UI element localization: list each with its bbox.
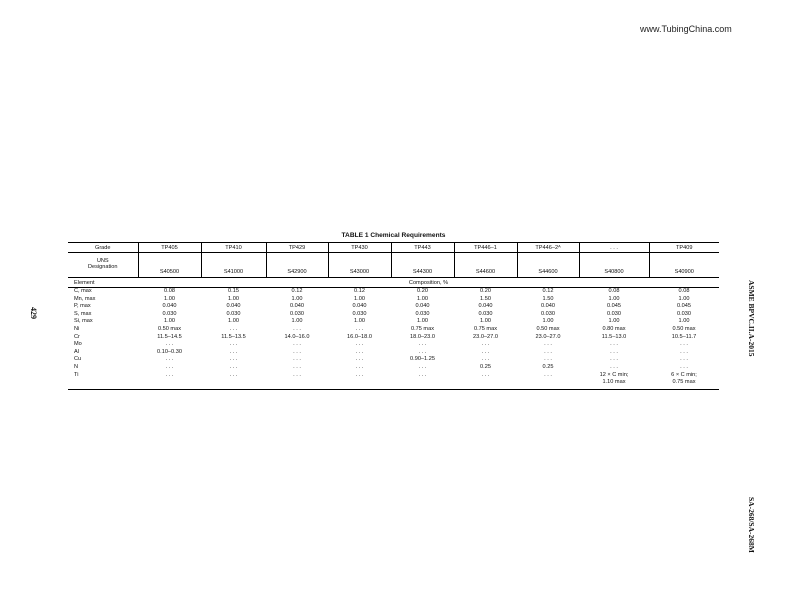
table-row <box>68 288 719 296</box>
composition-cell: . . . <box>610 348 618 355</box>
composition-cell: 1.00 <box>228 318 239 325</box>
composition-cell: 0.50 max <box>536 325 560 332</box>
uns-cell: S41000 <box>201 253 266 278</box>
composition-cell: . . . <box>418 348 427 355</box>
element-name-cell: S, max <box>74 310 92 317</box>
composition-cell: 1.00 <box>417 318 428 325</box>
grade-header-cell: TP405 <box>138 243 201 253</box>
element-name-cell: Mo <box>74 341 82 348</box>
uns-cell: S42900 <box>266 253 328 278</box>
composition-cell: 0.030 <box>677 310 691 317</box>
grade-header-cell: TP446–2ᴬ <box>517 243 579 253</box>
element-name-cell: N <box>74 363 79 370</box>
composition-cell: 0.75 max <box>473 325 497 332</box>
composition-cell: . . . <box>355 356 364 363</box>
composition-cell: . . . <box>544 341 552 348</box>
composition-cell: 1.00 <box>678 295 690 302</box>
composition-cell <box>201 372 266 390</box>
composition-cell: 23.0–27.0 <box>535 333 561 340</box>
composition-cell: 0.08 <box>164 288 175 294</box>
document-standard-header: ASME BPVC.II.A-2015 <box>747 280 756 357</box>
composition-cell: 0.90–1.25 <box>410 356 435 363</box>
composition-cell <box>517 372 579 390</box>
composition-cell: . . . <box>355 348 364 355</box>
element-name-cell: C, max <box>74 288 92 294</box>
composition-cell: 1.00 <box>354 318 365 325</box>
composition-cell: 0.030 <box>607 310 621 317</box>
composition-cell: 1.50 <box>542 295 554 302</box>
table-row <box>68 311 719 319</box>
table-row <box>68 372 719 390</box>
composition-cell: 11.5–13.5 <box>221 333 246 340</box>
uns-cell: S43000 <box>328 253 391 278</box>
uns-cell: S40800 <box>579 253 649 278</box>
composition-cell: 16.0–18.0 <box>347 333 372 340</box>
composition-cell: 0.030 <box>162 310 177 317</box>
composition-cell: . . . <box>680 356 688 363</box>
composition-cell: . . . <box>229 356 238 363</box>
composition-cell-line1: . . . <box>481 371 490 378</box>
page-number: 429 <box>29 307 38 319</box>
composition-cell-line1: . . . <box>418 371 427 378</box>
table-row <box>68 326 719 334</box>
grade-header-cell: TP410 <box>201 243 266 253</box>
composition-cell <box>391 372 454 390</box>
composition-cell: . . . <box>610 356 618 363</box>
composition-cell: . . . <box>418 363 427 370</box>
table-row <box>68 296 719 304</box>
specification-number: SA-268/SA-268M <box>747 497 756 553</box>
composition-cell: 1.00 <box>480 318 491 325</box>
composition-cell: 0.040 <box>290 303 304 310</box>
composition-cell: . . . <box>680 363 688 370</box>
composition-cell: 0.030 <box>415 310 430 317</box>
table-row <box>68 349 719 357</box>
element-name-cell: Ni <box>74 325 80 332</box>
grade-header-cell: TP429 <box>266 243 328 253</box>
composition-cell: 0.75 max <box>410 325 434 332</box>
composition-cell: 0.040 <box>478 303 493 310</box>
composition-data-body <box>68 288 719 390</box>
composition-cell: . . . <box>293 325 301 332</box>
composition-cell: 1.00 <box>164 295 175 302</box>
composition-cell <box>266 372 328 390</box>
composition-cell: 1.00 <box>542 318 554 325</box>
uns-cell: S40500 <box>138 253 201 278</box>
composition-cell: . . . <box>165 356 174 363</box>
composition-cell-line1: 12 × C min; <box>599 371 629 378</box>
uns-label-line2: Designation <box>87 264 118 270</box>
composition-cell: 0.08 <box>678 288 690 294</box>
composition-cell: 11.5–13.0 <box>601 333 627 340</box>
grade-header-cell: TP443 <box>391 243 454 253</box>
composition-cell-line1: . . . <box>293 371 301 378</box>
composition-cell: . . . <box>355 363 364 370</box>
composition-cell: . . . <box>293 363 301 370</box>
composition-cell: 18.0–23.0 <box>410 333 435 340</box>
composition-cell-line1: . . . <box>229 371 238 378</box>
composition-cell: 0.12 <box>291 288 303 294</box>
composition-cell <box>138 372 201 390</box>
composition-cell: 0.040 <box>162 303 177 310</box>
composition-cell: 0.08 <box>608 288 620 294</box>
composition-cell <box>328 372 391 390</box>
composition-cell: 23.0–27.0 <box>473 333 498 340</box>
uns-cell: S44600 <box>454 253 517 278</box>
composition-cell: . . . <box>680 341 688 348</box>
table-row <box>68 341 719 349</box>
composition-cell: 11.5–14.5 <box>157 333 182 340</box>
element-name-cell: Ti <box>68 372 138 390</box>
composition-cell: . . . <box>165 363 174 370</box>
table-row <box>68 356 719 364</box>
uns-cell: S40900 <box>649 253 719 278</box>
composition-cell: . . . <box>355 341 364 348</box>
composition-cell: 0.25 <box>480 363 491 370</box>
composition-cell: 0.25 <box>542 363 554 370</box>
grade-label: Grade <box>68 243 138 253</box>
element-name-cell: Al <box>74 348 79 355</box>
grade-header-cell: TP446–1 <box>454 243 517 253</box>
uns-designation-row <box>68 253 719 278</box>
composition-cell: 1.00 <box>608 295 620 302</box>
composition-cell-line1: . . . <box>355 371 364 378</box>
composition-cell: . . . <box>229 348 238 355</box>
uns-cell: S44600 <box>517 253 579 278</box>
table-title: TABLE 1 Chemical Requirements <box>341 232 446 239</box>
composition-cell: 0.15 <box>228 288 239 294</box>
composition-cell: 0.50 max <box>157 325 181 332</box>
composition-cell: . . . <box>293 348 301 355</box>
composition-cell-line1: . . . <box>544 371 552 378</box>
table-row <box>68 364 719 372</box>
grade-header-cell: TP430 <box>328 243 391 253</box>
composition-cell <box>579 372 649 390</box>
element-header-row <box>68 278 719 288</box>
composition-cell: 1.00 <box>291 295 303 302</box>
composition-cell: . . . <box>229 341 238 348</box>
composition-cell: 10.5–11.7 <box>671 333 697 340</box>
chemical-requirements-table <box>68 242 719 390</box>
uns-cell: S44300 <box>391 253 454 278</box>
composition-cell: 1.50 <box>480 295 491 302</box>
table-row <box>68 303 719 311</box>
element-name-cell: P, max <box>74 303 91 310</box>
watermark-url[interactable]: www.TubingChina.com <box>640 24 732 34</box>
composition-cell: 0.030 <box>541 310 555 317</box>
composition-cell <box>649 372 719 390</box>
composition-cell: 0.040 <box>352 303 367 310</box>
composition-cell: . . . <box>293 341 301 348</box>
composition-cell: 0.040 <box>541 303 555 310</box>
table-row <box>68 318 719 326</box>
grade-header-cell: . . . <box>579 243 649 253</box>
composition-cell-line1: 6 × C min; <box>671 371 697 378</box>
composition-cell: . . . <box>481 356 490 363</box>
composition-cell: 0.80 max <box>602 325 626 332</box>
composition-cell-line2: 0.75 max <box>672 379 696 386</box>
composition-cell: 0.20 <box>480 288 491 294</box>
composition-cell: . . . <box>418 341 427 348</box>
composition-cell: . . . <box>293 356 301 363</box>
composition-cell: 1.00 <box>164 318 175 325</box>
composition-cell: 0.030 <box>478 310 493 317</box>
composition-cell: 1.00 <box>354 295 365 302</box>
uns-label-line1: UNS <box>96 258 109 264</box>
composition-cell: . . . <box>229 325 238 332</box>
composition-cell: . . . <box>481 341 490 348</box>
grade-header-row <box>68 243 719 253</box>
element-name-cell: Cr <box>74 333 80 340</box>
composition-cell: . . . <box>165 341 174 348</box>
composition-cell: 1.00 <box>291 318 303 325</box>
composition-cell: . . . <box>544 348 552 355</box>
composition-cell: 1.00 <box>678 318 690 325</box>
composition-cell: . . . <box>610 363 618 370</box>
composition-cell: 0.12 <box>354 288 365 294</box>
element-name-cell: Si, max <box>74 318 93 325</box>
composition-cell: . . . <box>680 348 688 355</box>
composition-cell: 0.20 <box>417 288 428 294</box>
composition-cell: 0.030 <box>352 310 367 317</box>
composition-cell: 0.045 <box>677 303 691 310</box>
composition-cell: 0.040 <box>226 303 241 310</box>
composition-label: Composition, % <box>138 278 719 288</box>
composition-cell-line1: . . . <box>165 371 174 378</box>
element-label: Element <box>68 278 138 288</box>
uns-label <box>68 253 138 278</box>
element-name-cell: Cu <box>74 356 82 363</box>
composition-cell-line2: 1.10 max <box>602 379 626 386</box>
composition-cell: 0.045 <box>607 303 621 310</box>
table-row <box>68 334 719 342</box>
composition-cell: 0.040 <box>415 303 430 310</box>
composition-cell: 0.12 <box>542 288 554 294</box>
grade-header-cell: TP409 <box>649 243 719 253</box>
composition-cell: 1.00 <box>228 295 239 302</box>
composition-cell: 0.50 max <box>672 325 696 332</box>
composition-cell: 1.00 <box>417 295 428 302</box>
composition-cell: . . . <box>610 341 618 348</box>
composition-cell <box>454 372 517 390</box>
composition-cell: . . . <box>355 325 364 332</box>
composition-cell: 0.030 <box>290 310 304 317</box>
composition-cell: . . . <box>544 356 552 363</box>
composition-cell: . . . <box>481 348 490 355</box>
composition-cell: . . . <box>229 363 238 370</box>
composition-cell: 1.00 <box>608 318 620 325</box>
composition-cell: 0.10–0.30 <box>157 348 182 355</box>
composition-cell: 14.0–16.0 <box>284 333 310 340</box>
element-name-cell: Mn, max <box>74 295 96 302</box>
composition-cell: 0.030 <box>226 310 241 317</box>
